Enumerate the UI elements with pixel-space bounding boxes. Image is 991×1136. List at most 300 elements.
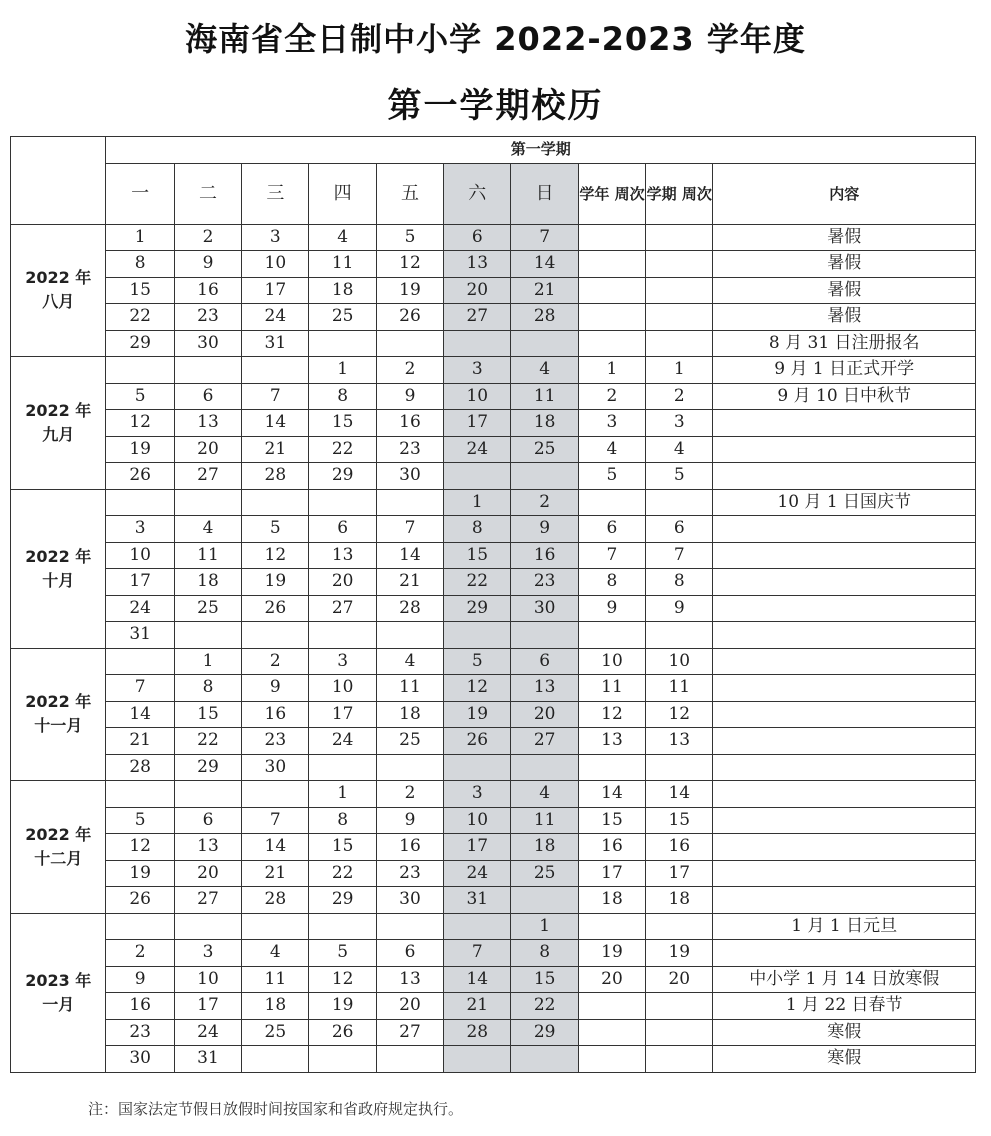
day-cell [376, 913, 443, 940]
day-cell [511, 330, 578, 357]
day-cell: 15 [444, 542, 511, 569]
table-row [11, 701, 976, 728]
school-week-cell: 7 [578, 542, 645, 569]
day-cell: 23 [376, 436, 443, 463]
school-week-cell [578, 913, 645, 940]
day-cell: 19 [106, 436, 174, 463]
day-cell: 31 [106, 622, 174, 649]
day-cell: 26 [106, 463, 174, 490]
day-cell: 6 [309, 516, 376, 543]
day-cell [106, 357, 174, 384]
day-cell: 23 [511, 569, 578, 596]
month-label: 2022 年 九月 [11, 357, 106, 490]
school-week-cell: 6 [578, 516, 645, 543]
day-cell: 2 [376, 781, 443, 808]
table-row [11, 463, 976, 490]
header-row-semester [11, 137, 976, 164]
school-week-cell: 20 [578, 966, 645, 993]
term-week-cell: 18 [646, 887, 713, 914]
content-cell: 9 月 10 日中秋节 [713, 383, 976, 410]
school-week-cell: 4 [578, 436, 645, 463]
day-cell: 20 [444, 277, 511, 304]
term-week-cell [646, 277, 713, 304]
term-week-cell [646, 1019, 713, 1046]
day-cell [376, 330, 443, 357]
day-cell: 14 [376, 542, 443, 569]
table-row [11, 1046, 976, 1073]
content-cell: 8 月 31 日注册报名 [713, 330, 976, 357]
weekday-header: 三 [242, 163, 309, 224]
day-cell: 16 [174, 277, 241, 304]
day-cell: 1 [511, 913, 578, 940]
day-cell: 6 [174, 383, 241, 410]
day-cell [309, 330, 376, 357]
content-cell [713, 569, 976, 596]
day-cell: 26 [106, 887, 174, 914]
day-cell [309, 489, 376, 516]
day-cell: 7 [242, 807, 309, 834]
table-row [11, 860, 976, 887]
day-cell: 31 [242, 330, 309, 357]
day-cell: 30 [106, 1046, 174, 1073]
day-cell: 17 [174, 993, 241, 1020]
day-cell: 10 [106, 542, 174, 569]
term-week-cell: 13 [646, 728, 713, 755]
term-week-cell: 12 [646, 701, 713, 728]
day-cell: 9 [511, 516, 578, 543]
school-week-cell [578, 1019, 645, 1046]
day-cell: 14 [511, 251, 578, 278]
day-cell: 2 [511, 489, 578, 516]
month-label: 2022 年 十二月 [11, 781, 106, 914]
content-cell [713, 887, 976, 914]
day-cell: 28 [242, 887, 309, 914]
table-row [11, 648, 976, 675]
day-cell: 21 [242, 860, 309, 887]
content-cell [713, 622, 976, 649]
day-cell: 10 [444, 383, 511, 410]
day-cell: 14 [242, 410, 309, 437]
day-cell: 16 [376, 410, 443, 437]
school-week-cell: 18 [578, 887, 645, 914]
term-week-cell [646, 251, 713, 278]
term-week-cell: 10 [646, 648, 713, 675]
term-week-cell: 2 [646, 383, 713, 410]
day-cell: 24 [444, 860, 511, 887]
day-cell: 19 [242, 569, 309, 596]
day-cell: 12 [444, 675, 511, 702]
day-cell: 29 [106, 330, 174, 357]
day-cell: 14 [444, 966, 511, 993]
school-week-cell: 15 [578, 807, 645, 834]
term-week-cell: 3 [646, 410, 713, 437]
day-cell: 12 [106, 834, 174, 861]
content-cell [713, 436, 976, 463]
day-cell: 8 [309, 383, 376, 410]
table-row [11, 834, 976, 861]
table-row [11, 489, 976, 516]
table-row [11, 622, 976, 649]
day-cell [511, 622, 578, 649]
day-cell: 28 [376, 595, 443, 622]
weekday-header: 五 [376, 163, 443, 224]
school-week-cell: 17 [578, 860, 645, 887]
day-cell: 25 [376, 728, 443, 755]
day-cell: 25 [174, 595, 241, 622]
content-cell: 寒假 [713, 1019, 976, 1046]
term-week-cell: 6 [646, 516, 713, 543]
day-cell [242, 1046, 309, 1073]
day-cell: 4 [511, 781, 578, 808]
day-cell: 16 [376, 834, 443, 861]
day-cell: 18 [242, 993, 309, 1020]
term-week-cell [646, 1046, 713, 1073]
day-cell: 11 [376, 675, 443, 702]
school-week-cell: 13 [578, 728, 645, 755]
content-cell [713, 728, 976, 755]
school-week-cell: 14 [578, 781, 645, 808]
term-week-cell: 15 [646, 807, 713, 834]
table-row [11, 728, 976, 755]
content-cell [713, 940, 976, 967]
day-cell: 8 [444, 516, 511, 543]
day-cell: 17 [309, 701, 376, 728]
day-cell: 27 [174, 887, 241, 914]
school-week-cell: 3 [578, 410, 645, 437]
content-cell [713, 542, 976, 569]
school-week-cell [578, 224, 645, 251]
school-week-cell: 12 [578, 701, 645, 728]
table-row [11, 675, 976, 702]
day-cell: 8 [511, 940, 578, 967]
term-week-cell: 14 [646, 781, 713, 808]
day-cell [444, 913, 511, 940]
page-subtitle: 第一学期校历 [387, 86, 604, 126]
content-cell [713, 516, 976, 543]
term-week-cell: 5 [646, 463, 713, 490]
day-cell: 13 [174, 410, 241, 437]
day-cell [309, 913, 376, 940]
day-cell: 12 [106, 410, 174, 437]
content-cell: 寒假 [713, 1046, 976, 1073]
day-cell: 1 [174, 648, 241, 675]
day-cell [174, 357, 241, 384]
content-cell [713, 860, 976, 887]
day-cell: 16 [106, 993, 174, 1020]
school-week-cell [578, 1046, 645, 1073]
term-week-cell: 4 [646, 436, 713, 463]
content-cell: 1 月 1 日元旦 [713, 913, 976, 940]
weekday-header: 四 [309, 163, 376, 224]
term-week-cell [646, 993, 713, 1020]
day-cell: 22 [444, 569, 511, 596]
day-cell: 10 [174, 966, 241, 993]
weekday-header: 六 [444, 163, 511, 224]
table-row [11, 277, 976, 304]
term-week-cell [646, 913, 713, 940]
table-row [11, 887, 976, 914]
day-cell [444, 330, 511, 357]
day-cell: 27 [511, 728, 578, 755]
day-cell: 25 [511, 860, 578, 887]
day-cell [444, 463, 511, 490]
header-month-corner [11, 137, 106, 225]
day-cell: 10 [309, 675, 376, 702]
term-week-cell: 1 [646, 357, 713, 384]
day-cell: 24 [242, 304, 309, 331]
day-cell [309, 1046, 376, 1073]
day-cell: 8 [174, 675, 241, 702]
day-cell: 29 [174, 754, 241, 781]
day-cell: 19 [106, 860, 174, 887]
day-cell: 28 [444, 1019, 511, 1046]
day-cell: 22 [106, 304, 174, 331]
content-cell [713, 781, 976, 808]
day-cell: 7 [242, 383, 309, 410]
day-cell: 7 [376, 516, 443, 543]
table-row [11, 940, 976, 967]
school-week-cell: 11 [578, 675, 645, 702]
day-cell: 9 [376, 383, 443, 410]
day-cell: 21 [511, 277, 578, 304]
day-cell: 15 [309, 410, 376, 437]
term-week-cell: 19 [646, 940, 713, 967]
day-cell: 24 [309, 728, 376, 755]
table-row [11, 1019, 976, 1046]
day-cell: 30 [376, 887, 443, 914]
day-cell: 27 [309, 595, 376, 622]
day-cell: 3 [309, 648, 376, 675]
table-row [11, 754, 976, 781]
term-week-cell [646, 622, 713, 649]
table-row [11, 357, 976, 384]
school-week-cell: 8 [578, 569, 645, 596]
content-cell [713, 463, 976, 490]
day-cell: 4 [511, 357, 578, 384]
day-cell: 10 [242, 251, 309, 278]
day-cell: 4 [376, 648, 443, 675]
day-cell: 30 [242, 754, 309, 781]
day-cell: 17 [444, 834, 511, 861]
table-row [11, 330, 976, 357]
day-cell [376, 754, 443, 781]
day-cell: 12 [309, 966, 376, 993]
day-cell: 30 [174, 330, 241, 357]
school-week-cell [578, 489, 645, 516]
school-week-cell [578, 330, 645, 357]
day-cell: 23 [242, 728, 309, 755]
day-cell: 22 [511, 993, 578, 1020]
day-cell: 24 [174, 1019, 241, 1046]
day-cell: 23 [376, 860, 443, 887]
day-cell: 4 [242, 940, 309, 967]
day-cell [106, 489, 174, 516]
day-cell: 5 [242, 516, 309, 543]
day-cell: 29 [511, 1019, 578, 1046]
day-cell: 9 [376, 807, 443, 834]
day-cell [511, 754, 578, 781]
day-cell: 17 [444, 410, 511, 437]
day-cell [309, 754, 376, 781]
school-week-cell: 19 [578, 940, 645, 967]
day-cell: 29 [309, 463, 376, 490]
day-cell: 5 [376, 224, 443, 251]
content-cell: 中小学 1 月 14 日放寒假 [713, 966, 976, 993]
day-cell: 22 [174, 728, 241, 755]
day-cell: 13 [376, 966, 443, 993]
day-cell: 17 [242, 277, 309, 304]
day-cell [174, 622, 241, 649]
day-cell: 2 [174, 224, 241, 251]
day-cell: 11 [511, 383, 578, 410]
day-cell: 24 [444, 436, 511, 463]
day-cell: 7 [511, 224, 578, 251]
day-cell [242, 781, 309, 808]
day-cell: 26 [444, 728, 511, 755]
table-row [11, 542, 976, 569]
day-cell: 11 [309, 251, 376, 278]
day-cell [242, 489, 309, 516]
term-week-header: 学期 周次 [646, 163, 713, 224]
term-week-cell [646, 224, 713, 251]
table-row [11, 383, 976, 410]
day-cell: 26 [242, 595, 309, 622]
day-cell: 28 [106, 754, 174, 781]
day-cell [376, 489, 443, 516]
day-cell: 20 [174, 436, 241, 463]
day-cell: 31 [444, 887, 511, 914]
day-cell: 19 [376, 277, 443, 304]
day-cell: 21 [444, 993, 511, 1020]
day-cell: 5 [309, 940, 376, 967]
month-label: 2022 年 十月 [11, 489, 106, 648]
calendar-table [10, 136, 976, 1073]
day-cell: 1 [309, 357, 376, 384]
day-cell: 11 [174, 542, 241, 569]
day-cell: 15 [511, 966, 578, 993]
day-cell: 22 [309, 436, 376, 463]
content-cell [713, 807, 976, 834]
day-cell: 9 [242, 675, 309, 702]
day-cell: 29 [444, 595, 511, 622]
day-cell: 5 [106, 807, 174, 834]
day-cell: 6 [511, 648, 578, 675]
weekday-header: 二 [174, 163, 241, 224]
content-cell [713, 834, 976, 861]
school-week-cell: 9 [578, 595, 645, 622]
school-week-cell: 1 [578, 357, 645, 384]
day-cell: 19 [309, 993, 376, 1020]
day-cell: 22 [309, 860, 376, 887]
content-cell: 1 月 22 日春节 [713, 993, 976, 1020]
day-cell: 31 [174, 1046, 241, 1073]
day-cell: 26 [309, 1019, 376, 1046]
day-cell: 20 [309, 569, 376, 596]
content-cell: 暑假 [713, 304, 976, 331]
school-week-cell: 2 [578, 383, 645, 410]
day-cell: 17 [106, 569, 174, 596]
day-cell: 11 [511, 807, 578, 834]
day-cell: 18 [376, 701, 443, 728]
day-cell: 20 [174, 860, 241, 887]
day-cell [511, 887, 578, 914]
content-header: 内容 [713, 163, 976, 224]
day-cell: 25 [511, 436, 578, 463]
day-cell [444, 622, 511, 649]
day-cell: 18 [174, 569, 241, 596]
weekday-header: 一 [106, 163, 174, 224]
semester-header: 第一学期 [106, 137, 976, 164]
table-row [11, 224, 976, 251]
table-row [11, 251, 976, 278]
content-cell: 暑假 [713, 251, 976, 278]
day-cell [242, 913, 309, 940]
day-cell: 13 [511, 675, 578, 702]
day-cell: 20 [511, 701, 578, 728]
month-label: 2022 年 八月 [11, 224, 106, 357]
day-cell: 18 [511, 834, 578, 861]
footnote: 注：国家法定节假日放假时间按国家和省政府规定执行。 [88, 1100, 464, 1118]
day-cell: 29 [309, 887, 376, 914]
day-cell [174, 781, 241, 808]
day-cell: 8 [106, 251, 174, 278]
table-row [11, 595, 976, 622]
day-cell: 15 [106, 277, 174, 304]
day-cell [376, 1046, 443, 1073]
day-cell: 3 [444, 357, 511, 384]
day-cell: 26 [376, 304, 443, 331]
day-cell [309, 622, 376, 649]
day-cell: 30 [511, 595, 578, 622]
term-week-cell [646, 754, 713, 781]
term-week-cell [646, 330, 713, 357]
day-cell: 4 [309, 224, 376, 251]
day-cell: 4 [174, 516, 241, 543]
day-cell: 20 [376, 993, 443, 1020]
day-cell: 28 [242, 463, 309, 490]
day-cell: 23 [106, 1019, 174, 1046]
day-cell: 18 [309, 277, 376, 304]
term-week-cell [646, 489, 713, 516]
day-cell: 14 [242, 834, 309, 861]
day-cell: 15 [309, 834, 376, 861]
content-cell [713, 675, 976, 702]
day-cell: 18 [511, 410, 578, 437]
content-cell [713, 701, 976, 728]
day-cell: 21 [376, 569, 443, 596]
content-cell: 10 月 1 日国庆节 [713, 489, 976, 516]
day-cell [444, 1046, 511, 1073]
header-row-days [11, 163, 976, 224]
day-cell: 3 [242, 224, 309, 251]
content-cell [713, 410, 976, 437]
day-cell [511, 463, 578, 490]
day-cell: 23 [174, 304, 241, 331]
term-week-cell [646, 304, 713, 331]
day-cell: 19 [444, 701, 511, 728]
school-week-cell [578, 754, 645, 781]
day-cell [106, 648, 174, 675]
table-row [11, 993, 976, 1020]
day-cell: 28 [511, 304, 578, 331]
content-cell [713, 648, 976, 675]
term-week-cell: 9 [646, 595, 713, 622]
content-cell: 9 月 1 日正式开学 [713, 357, 976, 384]
table-row [11, 436, 976, 463]
day-cell [242, 357, 309, 384]
school-week-cell [578, 622, 645, 649]
term-week-cell: 20 [646, 966, 713, 993]
